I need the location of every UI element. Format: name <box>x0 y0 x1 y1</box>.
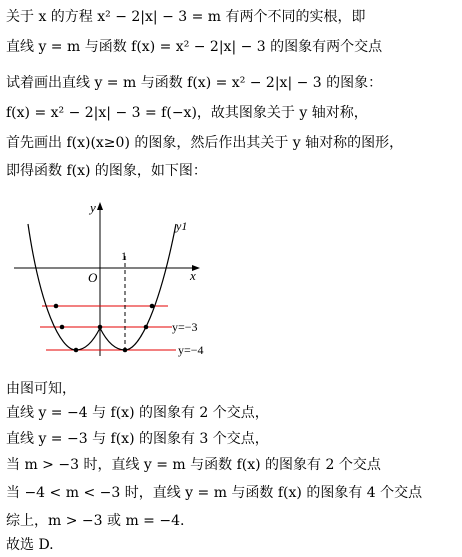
text-line-9: 直线 y = −3 与 f(x) 的图象有 3 个交点， <box>6 431 269 447</box>
text-line-1: 关于 x 的方程 x² − 2|x| − 3 = m 有两个不同的实根，即 <box>6 9 366 25</box>
tick-label-1: 1 <box>121 249 127 263</box>
line-label-minus3: y=−3 <box>172 320 198 334</box>
curve-label: y1 <box>176 219 188 233</box>
y-axis-arrow <box>97 202 103 210</box>
text-line-3: 试着画出直线 y = m 与函数 f(x) = x² − 2|x| − 3 的图象： <box>6 75 383 91</box>
text-line-6: 即得函数 f(x) 的图象，如下图： <box>6 163 207 179</box>
text-line-10: 当 m > −3 时，直线 y = m 与函数 f(x) 的图象有 2 个交点 <box>6 457 381 473</box>
x-axis-label: x <box>190 268 196 283</box>
text-line-7: 由图可知， <box>6 381 76 397</box>
function-curve <box>28 224 176 350</box>
intersection-dot <box>144 325 149 330</box>
function-graph <box>8 196 218 366</box>
text-line-11: 当 −4 < m < −3 时，直线 y = m 与函数 f(x) 的图象有 4 个交点 <box>6 485 423 501</box>
text-line-8: 直线 y = −4 与 f(x) 的图象有 2 个交点， <box>6 405 269 421</box>
intersection-dot <box>98 325 103 330</box>
intersection-dot <box>150 304 155 309</box>
intersection-dot <box>54 304 59 309</box>
intersection-dot <box>74 348 79 353</box>
origin-label: O <box>88 270 98 285</box>
intersection-dot <box>60 325 65 330</box>
y-axis-label: y <box>90 200 96 215</box>
text-line-13: 故选 D. <box>6 537 54 553</box>
text-line-2: 直线 y = m 与函数 f(x) = x² − 2|x| − 3 的图象有两个交点 <box>6 39 383 55</box>
line-label-minus4: y=−4 <box>178 343 204 357</box>
text-line-12: 综上，m > −3 或 m = −4. <box>6 513 185 529</box>
text-line-5: 首先画出 f(x)(x≥0) 的图象，然后作出其关于 y 轴对称的图形， <box>6 135 404 151</box>
text-line-4: f(x) = x² − 2|x| − 3 = f(−x)，故其图象关于 y 轴对称， <box>6 105 368 121</box>
intersection-dot <box>123 348 128 353</box>
